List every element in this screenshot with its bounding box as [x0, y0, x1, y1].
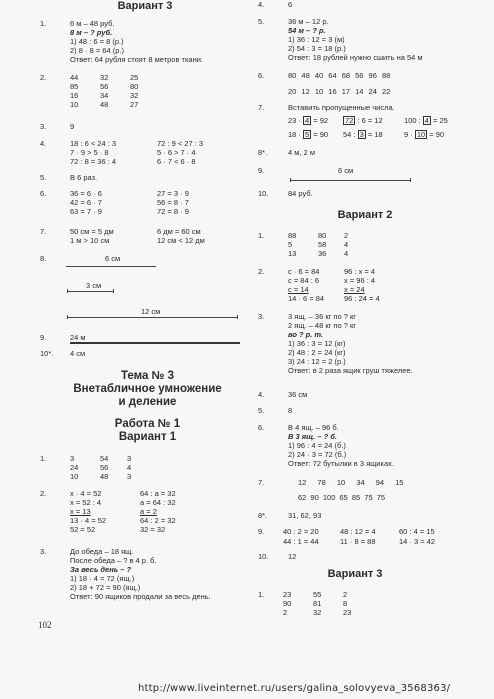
filled-box: 5 — [305, 130, 310, 139]
equation-line: с = 14 — [288, 285, 309, 294]
text-line: 3 ящ. – 36 кг по ? кг — [288, 312, 357, 321]
comparison: 72 : 8 = 36 : 4 — [70, 157, 117, 166]
task-number: 5. — [258, 17, 265, 26]
cell: 55 — [313, 590, 322, 599]
comparison: 5 · 6 > 7 · 4 — [157, 148, 196, 157]
answer: В 6 раз. — [70, 173, 98, 182]
segment-tick — [67, 289, 68, 293]
cell: 8 — [343, 599, 348, 608]
theme-heading: Тема № 3 — [120, 370, 175, 382]
task-number: 1. — [258, 231, 265, 240]
product: 56 = 8 · 7 — [157, 198, 189, 207]
equation-line: 14 · 6 = 84 — [288, 294, 325, 303]
comparisons-b — [157, 139, 203, 166]
task-number: 3. — [40, 547, 47, 556]
equation-line: х = 96 : 4 — [344, 276, 376, 285]
equation-line: 96 : х = 4 — [344, 267, 376, 276]
text-line: во ? р. т. — [288, 330, 324, 339]
source-url: http://www.liveinternet.ru/users/galina_solovyeva_3568363/ — [138, 683, 451, 694]
cell: 48 — [100, 100, 109, 109]
equation — [404, 116, 448, 125]
text-line: 1) 18 · 4 = 72 (ящ.) — [70, 574, 135, 583]
equation — [343, 116, 383, 125]
column-1 — [283, 590, 291, 617]
cell: 81 — [313, 599, 322, 608]
answer: 84 руб. — [288, 189, 313, 198]
segment-tick — [237, 315, 238, 319]
page-number: 102 — [38, 620, 52, 630]
equation-line: 32 = 32 — [140, 525, 166, 534]
task-number: 4. — [40, 139, 47, 148]
comparison: 7 · 9 > 5 · 8 — [70, 148, 109, 157]
products-b — [157, 189, 189, 216]
cell: 85 — [70, 82, 79, 91]
cell: 16 — [70, 91, 79, 100]
text-line: 3) 24 : 12 = 2 (р.) — [288, 357, 346, 366]
segment-tick — [290, 178, 291, 182]
text-line: 2) 24 · 3 = 72 (б.) — [288, 450, 347, 459]
eq-part: : 6 = 12 — [355, 116, 383, 125]
equation-line: х = 24 — [344, 285, 365, 294]
equation: 60 : 4 = 15 — [399, 527, 435, 536]
answer-line: Ответ: в 2 раза ящик груш тяжелее. — [288, 366, 413, 375]
filled-box: 3 — [359, 130, 364, 139]
task-number: 10. — [258, 189, 269, 198]
cell: 10 — [70, 100, 79, 109]
column-1 — [70, 454, 78, 481]
equation-line: а = 64 : 32 — [140, 498, 176, 507]
cell: 90 — [283, 599, 292, 608]
equation — [288, 130, 328, 139]
comparison: 18 : 6 < 24 : 3 — [70, 139, 117, 148]
task-number: 8*. — [258, 511, 268, 520]
cell: 4 — [344, 249, 349, 258]
eq-part: = 90 — [311, 130, 329, 139]
cell: 56 — [100, 463, 109, 472]
filled-box: 4 — [424, 116, 429, 125]
cell: 25 — [130, 73, 139, 82]
segment-24m — [70, 342, 240, 344]
units-a — [70, 227, 114, 245]
text-line: 2 ящ. – 48 кг по ? кг — [288, 321, 357, 330]
eq-part: 9 · — [404, 130, 415, 139]
segment-tick — [410, 178, 411, 182]
equation-b — [344, 267, 380, 303]
cell: 2 — [344, 231, 349, 240]
product: 36 = 6 · 6 — [70, 189, 102, 198]
cell: 32 — [100, 73, 109, 82]
text-line: 1) 36 : 3 = 12 (кг) — [288, 339, 346, 348]
segment-label-3cm: 3 см — [86, 281, 102, 290]
task-number: 8*. — [258, 148, 268, 157]
task-number: 5. — [258, 406, 265, 415]
task-number: 6. — [40, 189, 47, 198]
text-line: 6 м – 48 руб. — [70, 19, 115, 28]
eq-part: = 25 — [430, 116, 448, 125]
variant-3-heading-right: Вариант 3 — [327, 568, 383, 580]
segment-label: 6 см — [338, 166, 354, 175]
equation-line: х = 13 — [70, 507, 91, 516]
equation-line: х = 52 : 4 — [70, 498, 102, 507]
segment-12cm — [67, 317, 237, 318]
cell: 10 — [70, 472, 79, 481]
unit-comparison: 12 см < 12 дм — [157, 236, 205, 245]
units-b — [157, 227, 205, 245]
eq-part: 54 : — [343, 130, 358, 139]
column-1 — [288, 231, 296, 258]
cell: 56 — [100, 82, 109, 91]
text-line: До обеда – 18 ящ. — [70, 547, 134, 556]
answer-line: Ответ: 18 рублей нужно сшить на 54 м — [288, 53, 423, 62]
column-3 — [344, 231, 348, 258]
comparison: 72 : 9 < 27 : 3 — [157, 139, 204, 148]
text-line: В 3 ящ. – ? б. — [288, 432, 337, 441]
equation-line: а = 2 — [140, 507, 157, 516]
equation-line: с = 84 : 6 — [288, 276, 320, 285]
answer: 31, 62, 93 — [288, 511, 322, 520]
variant-3-heading: Вариант 3 — [117, 0, 173, 12]
task-number: 9. — [258, 166, 265, 175]
segment-tick — [113, 289, 114, 293]
eq-part: = 18 — [365, 130, 383, 139]
cell: 24 — [70, 463, 79, 472]
task-number: 10. — [258, 552, 269, 561]
task-number: 5. — [40, 173, 47, 182]
answer: 4 м, 2 м — [288, 148, 315, 157]
cell: 80 — [130, 82, 139, 91]
equation: 44 : 1 = 44 — [283, 537, 319, 546]
cell: 32 — [130, 91, 139, 100]
eq-part: = 90 — [427, 130, 445, 139]
task-number: 1. — [258, 590, 265, 599]
column-2 — [100, 454, 108, 481]
number-row: 80 48 40 64 68 56 96 88 — [288, 71, 391, 80]
number-row: 20 12 10 16 17 14 24 22 — [288, 87, 391, 96]
eq-part: 23 · — [288, 116, 304, 125]
equation-a — [288, 267, 324, 303]
cell: 3 — [127, 454, 132, 463]
cell: 32 — [313, 608, 322, 617]
cell: 48 — [100, 472, 109, 481]
cell: 3 — [127, 472, 132, 481]
task-number: 3. — [40, 122, 47, 131]
segment-label-12cm: 12 см — [141, 307, 161, 316]
equation — [404, 130, 444, 139]
column-3 — [343, 590, 351, 617]
cell: 4 — [127, 463, 132, 472]
filled-box: 72 — [345, 116, 354, 125]
number-row: 62 90 100 65 85 75 75 — [298, 493, 386, 502]
variant-2-heading: Вариант 2 — [337, 209, 393, 221]
column-1 — [70, 73, 78, 109]
answer: 4 см — [70, 349, 86, 358]
products-a — [70, 189, 102, 216]
task-number: 7. — [40, 227, 47, 236]
text-line: В 4 ящ. – 96 б. — [288, 423, 339, 432]
cell: 2 — [283, 608, 288, 617]
product: 27 = 3 · 9 — [157, 189, 189, 198]
task-number: 2. — [40, 73, 47, 82]
cell: 5 — [288, 240, 293, 249]
answer: 36 см — [288, 390, 308, 399]
product: 72 = 8 · 9 — [157, 207, 189, 216]
equation: 40 : 2 = 20 — [283, 527, 319, 536]
answer-line: Ответ: 64 рубля стоят 8 метров ткани. — [70, 55, 204, 64]
text-line: После обеда – ? в 4 р. б. — [70, 556, 157, 565]
task-number: 4. — [258, 390, 265, 399]
cell: 4 — [344, 240, 349, 249]
theme-subheading: и деление — [118, 396, 177, 408]
equation — [288, 116, 328, 125]
text-line: 54 м – ? р. — [288, 26, 326, 35]
cell: 13 — [288, 249, 297, 258]
equation: 11 · 8 = 88 — [340, 537, 376, 546]
text-line: 1) 48 : 6 = 8 (р.) — [70, 37, 124, 46]
equation-b — [140, 489, 176, 534]
text-line: 2) 18 + 72 = 90 (ящ.) — [70, 583, 141, 592]
text-line: 8 м – ? руб. — [70, 28, 113, 37]
task-number: 2. — [258, 267, 265, 276]
segment-6cm-right — [290, 180, 410, 181]
task-number: 10*. — [40, 349, 54, 358]
task-number: 6. — [258, 71, 265, 80]
column-2 — [313, 590, 321, 617]
equation-a — [70, 489, 106, 534]
equation: 14 · 3 = 42 — [399, 537, 436, 546]
work-heading: Работа № 1 — [114, 418, 181, 430]
text-line: За весь день – ? — [70, 565, 132, 574]
task-number: 3. — [258, 312, 265, 321]
cell: 27 — [130, 100, 139, 109]
text-line: 1) 36 : 12 = 3 (м) — [288, 35, 345, 44]
segment-3cm — [67, 291, 113, 292]
answer-line: Ответ: 72 бутылки в 3 ящиках. — [288, 459, 394, 468]
answer: 12 — [288, 552, 297, 561]
task-number: 1. — [40, 454, 47, 463]
unit-comparison: 1 м > 10 см — [70, 236, 110, 245]
equation-line: с · 6 = 84 — [288, 267, 320, 276]
variant-1-heading: Вариант 1 — [118, 431, 177, 443]
answer: 6 — [288, 0, 293, 9]
eq-part: = 92 — [311, 116, 329, 125]
cell: 54 — [100, 454, 109, 463]
equation-line: 52 = 52 — [70, 525, 96, 534]
cell: 34 — [100, 91, 109, 100]
column-3 — [130, 73, 138, 109]
answer-line: Ответ: 90 ящиков продали за весь день. — [70, 592, 211, 601]
comparison: 6 · 7 < 6 · 8 — [157, 157, 196, 166]
text-line: 2) 8 · 8 = 64 (р.) — [70, 46, 124, 55]
equation: 48 : 12 = 4 — [340, 527, 376, 536]
equation-line: 64 : а = 32 — [140, 489, 176, 498]
task-number: 7. — [258, 103, 265, 112]
segment-6cm — [66, 266, 156, 267]
text-line: 36 м – 12 р. — [288, 17, 329, 26]
task-number: 4. — [258, 0, 265, 9]
task-number: 2. — [40, 489, 47, 498]
task-number: 9. — [40, 333, 47, 342]
eq-part: 100 : — [404, 116, 423, 125]
cell: 80 — [318, 231, 327, 240]
cell: 36 — [318, 249, 327, 258]
cell: 23 — [283, 590, 292, 599]
task-title: Вставить пропущенные числа. — [288, 103, 395, 112]
task-number: 9. — [258, 527, 265, 536]
segment-tick — [67, 315, 68, 319]
cell: 44 — [70, 73, 79, 82]
text-line: 2) 54 : 3 = 18 (р.) — [288, 44, 346, 53]
column-2 — [318, 231, 326, 258]
comparisons-a — [70, 139, 116, 166]
task-number: 1. — [40, 19, 47, 28]
equation-line: 64 : 2 = 32 — [140, 516, 176, 525]
answer: 24 м — [70, 333, 86, 342]
task-number: 8. — [40, 254, 47, 263]
answer: 8 — [288, 406, 293, 415]
column-3 — [127, 454, 131, 481]
product: 63 = 7 · 9 — [70, 207, 102, 216]
number-row: 12 78 10 34 94 15 — [298, 478, 404, 487]
segment-label-6cm: 6 см — [105, 254, 121, 263]
product: 42 = 6 · 7 — [70, 198, 102, 207]
task-number: 7. — [258, 478, 265, 487]
equation-line: х · 4 = 52 — [70, 489, 102, 498]
task-number: 6. — [258, 423, 265, 432]
filled-box: 10 — [416, 130, 426, 139]
unit-comparison: 50 см = 5 дм — [70, 227, 114, 236]
filled-box: 4 — [305, 116, 310, 125]
equation — [343, 130, 383, 139]
cell: 3 — [70, 454, 75, 463]
text-line: 2) 48 : 2 = 24 (кг) — [288, 348, 346, 357]
answer: 9 — [70, 122, 75, 131]
equation-line: 96 : 24 = 4 — [344, 294, 380, 303]
text-line: 1) 96 : 4 = 24 (б.) — [288, 441, 346, 450]
column-2 — [100, 73, 108, 109]
cell: 88 — [288, 231, 297, 240]
cell: 58 — [318, 240, 327, 249]
theme-subheading: Внетабличное умножение — [73, 383, 222, 395]
cell: 2 — [343, 590, 348, 599]
eq-part: 18 · — [288, 130, 304, 139]
cell: 23 — [343, 608, 352, 617]
equation-line: 13 · 4 = 52 — [70, 516, 107, 525]
unit-comparison: 6 дм = 60 см — [157, 227, 201, 236]
